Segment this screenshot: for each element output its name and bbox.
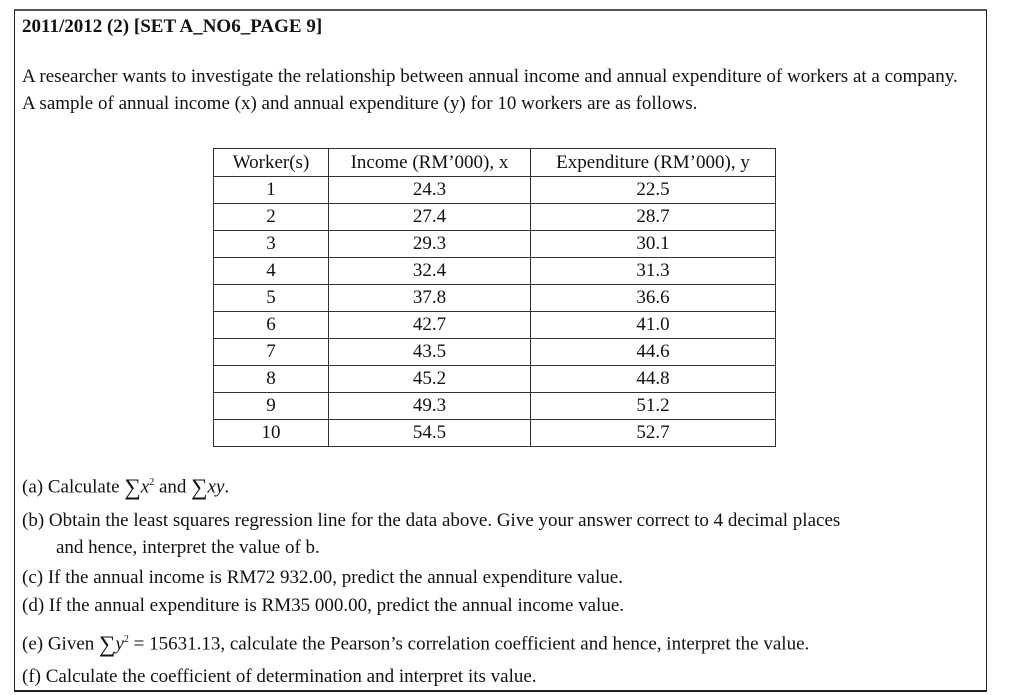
sigma-symbol: ∑	[191, 474, 208, 500]
intro-paragraph: A researcher wants to investigate the relationship between annual income and annual expenditure of workers at a company. A sample of annual income (x) and annual expenditure (y) for 10 workers are as follows.	[22, 66, 958, 114]
income-cell: 29.3	[329, 231, 531, 258]
worker-cell: 6	[214, 312, 329, 339]
table-row	[214, 312, 776, 339]
table-row	[214, 177, 776, 204]
worker-cell: 5	[214, 285, 329, 312]
income-cell: 43.5	[329, 339, 531, 366]
expenditure-cell: 44.6	[531, 339, 776, 366]
income-cell: 45.2	[329, 366, 531, 393]
table-row	[214, 285, 776, 312]
question-e-prefix: (e) Given	[22, 633, 100, 655]
question-b-line2: and hence, interpret the value of b.	[56, 537, 320, 558]
table-row	[214, 366, 776, 393]
expenditure-cell: 22.5	[531, 177, 776, 204]
worker-cell: 9	[214, 393, 329, 420]
worker-cell: 4	[214, 258, 329, 285]
question-a-mid: and	[154, 476, 192, 498]
income-cell: 49.3	[329, 393, 531, 420]
income-cell: 37.8	[329, 285, 531, 312]
question-b-line1: (b) Obtain the least squares regression line for the data above. Give your answer correct to 4 decimal places	[22, 510, 841, 531]
income-cell: 42.7	[329, 312, 531, 339]
question-a-end: .	[224, 476, 230, 498]
header-income: Income (RM’000), x	[329, 149, 531, 177]
expenditure-cell: 51.2	[531, 393, 776, 420]
table-header-row	[214, 149, 776, 177]
income-cell: 24.3	[329, 177, 531, 204]
income-cell: 27.4	[329, 204, 531, 231]
expenditure-cell: 41.0	[531, 312, 776, 339]
sigma-symbol: ∑	[99, 631, 116, 657]
worker-cell: 3	[214, 231, 329, 258]
expenditure-cell: 31.3	[531, 258, 776, 285]
income-cell: 32.4	[329, 258, 531, 285]
data-table	[213, 148, 776, 447]
question-c: (c) If the annual income is RM72 932.00, predict the annual expenditure value.	[22, 567, 623, 588]
income-cell: 54.5	[329, 420, 531, 447]
question-a: (a) Calculate $\sum x^2$ and ∑xy.	[22, 474, 230, 500]
question-e: (e) Given $\sum y^2 = 15631.13$, calculate the Pearson’s correlation coefficient and hence, interpret the value.	[22, 631, 810, 657]
table-row	[214, 339, 776, 366]
header-expenditure: Expenditure (RM’000), y	[531, 149, 776, 177]
table-row	[214, 231, 776, 258]
question-a-text: (a) Calculate	[22, 476, 125, 498]
expenditure-cell: 52.7	[531, 420, 776, 447]
worker-cell: 2	[214, 204, 329, 231]
expenditure-cell: 30.1	[531, 231, 776, 258]
expenditure-cell: 44.8	[531, 366, 776, 393]
header-worker: Worker(s)	[214, 149, 329, 177]
question-e-rest: , calculate the Pearson’s correlation coefficient and hence, interpret the value.	[220, 633, 810, 655]
sigma-symbol: ∑	[124, 474, 141, 500]
worker-cell: 7	[214, 339, 329, 366]
worker-cell: 1	[214, 177, 329, 204]
question-d: (d) If the annual expenditure is RM35 000.00, predict the annual income value.	[22, 595, 625, 616]
expenditure-cell: 36.6	[531, 285, 776, 312]
page-title: 2011/2012 (2) [SET A_NO6_PAGE 9]	[22, 16, 323, 37]
worker-cell: 8	[214, 366, 329, 393]
question-f: (f) Calculate the coefficient of determination and interpret its value.	[22, 666, 537, 687]
question-b	[22, 507, 840, 561]
expenditure-cell: 28.7	[531, 204, 776, 231]
table-row	[214, 258, 776, 285]
table-row	[214, 393, 776, 420]
worker-cell: 10	[214, 420, 329, 447]
question-e-value: = 15631.13	[128, 633, 221, 655]
table-row	[214, 204, 776, 231]
table-row	[214, 420, 776, 447]
